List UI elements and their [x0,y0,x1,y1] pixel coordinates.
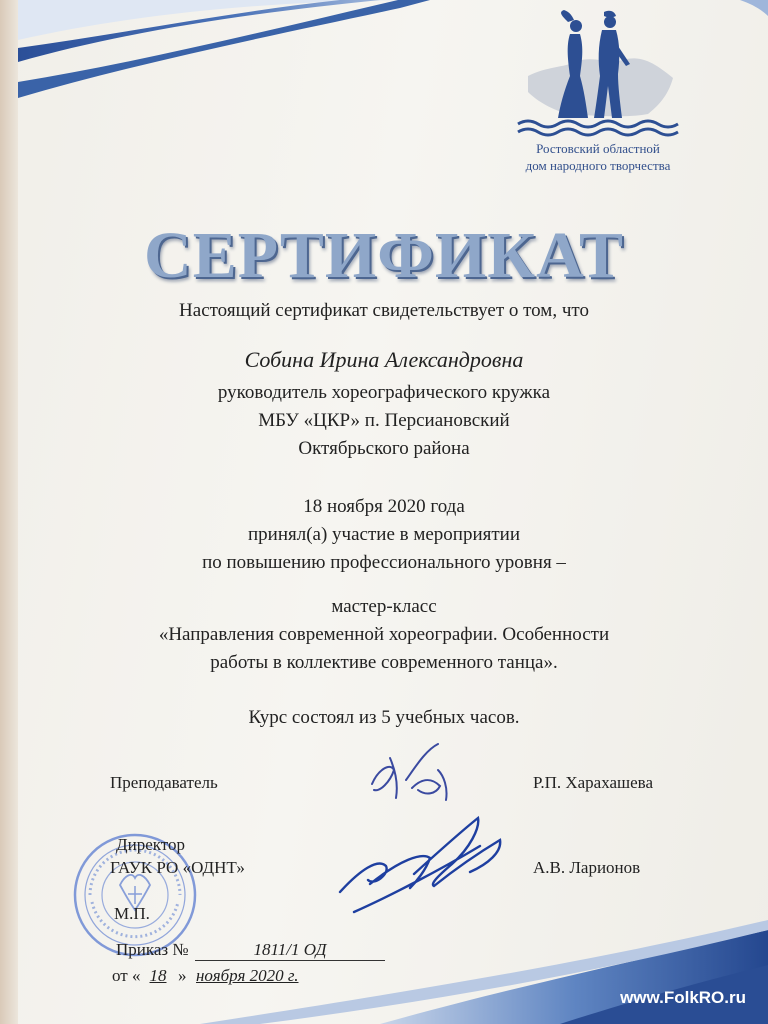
teacher-name: Р.П. Харахашева [533,773,654,792]
organization-name [508,140,688,174]
event-title-line1: «Направления современной хореографии. Особенности [158,624,610,645]
recipient-name: Собина Ирина Александровна [244,347,524,372]
director-name: А.В. Ларионов [533,858,641,877]
order-date-month: ноября 2020 г. [196,966,299,985]
director-organization: ГАУК РО «ОДНТ» [110,858,245,877]
order-label: Приказ № [116,940,189,959]
order-date-suffix: » [178,966,187,985]
participation-line1: принял(а) участие в мероприятии [247,524,521,545]
recipient-institution: МБУ «ЦКР» п. Персиановский [258,410,510,431]
event-date: 18 ноября 2020 года [303,496,465,517]
certificate-title: СЕРТИФИКАТ [144,219,624,292]
director-label: Директор [116,835,185,854]
course-hours: Курс состоял из 5 учебных часов. [248,707,520,728]
organization-name-line1: Ростовский областной [536,141,660,156]
order-date-day: 18 [149,966,167,985]
order-number: 1811/1 ОД [195,940,385,961]
teacher-label: Преподаватель [110,773,218,792]
participation-line2: по повышению профессионального уровня – [202,552,566,573]
intro-text: Настоящий сертификат свидетельствует о том, что [179,300,589,321]
seal-label: М.П. [114,904,150,923]
event-title-line2: работы в коллективе современного танца». [210,652,558,673]
recipient-position: руководитель хореографического кружка [217,382,551,403]
organization-name-line2: дом народного творчества [525,158,671,173]
order-date-prefix: от « [112,966,141,985]
website-link[interactable]: www.FolkRO.ru [620,988,746,1007]
director-signature [330,800,520,920]
event-type: мастер-класс [331,596,437,617]
recipient-district: Октябрьского района [298,438,470,459]
